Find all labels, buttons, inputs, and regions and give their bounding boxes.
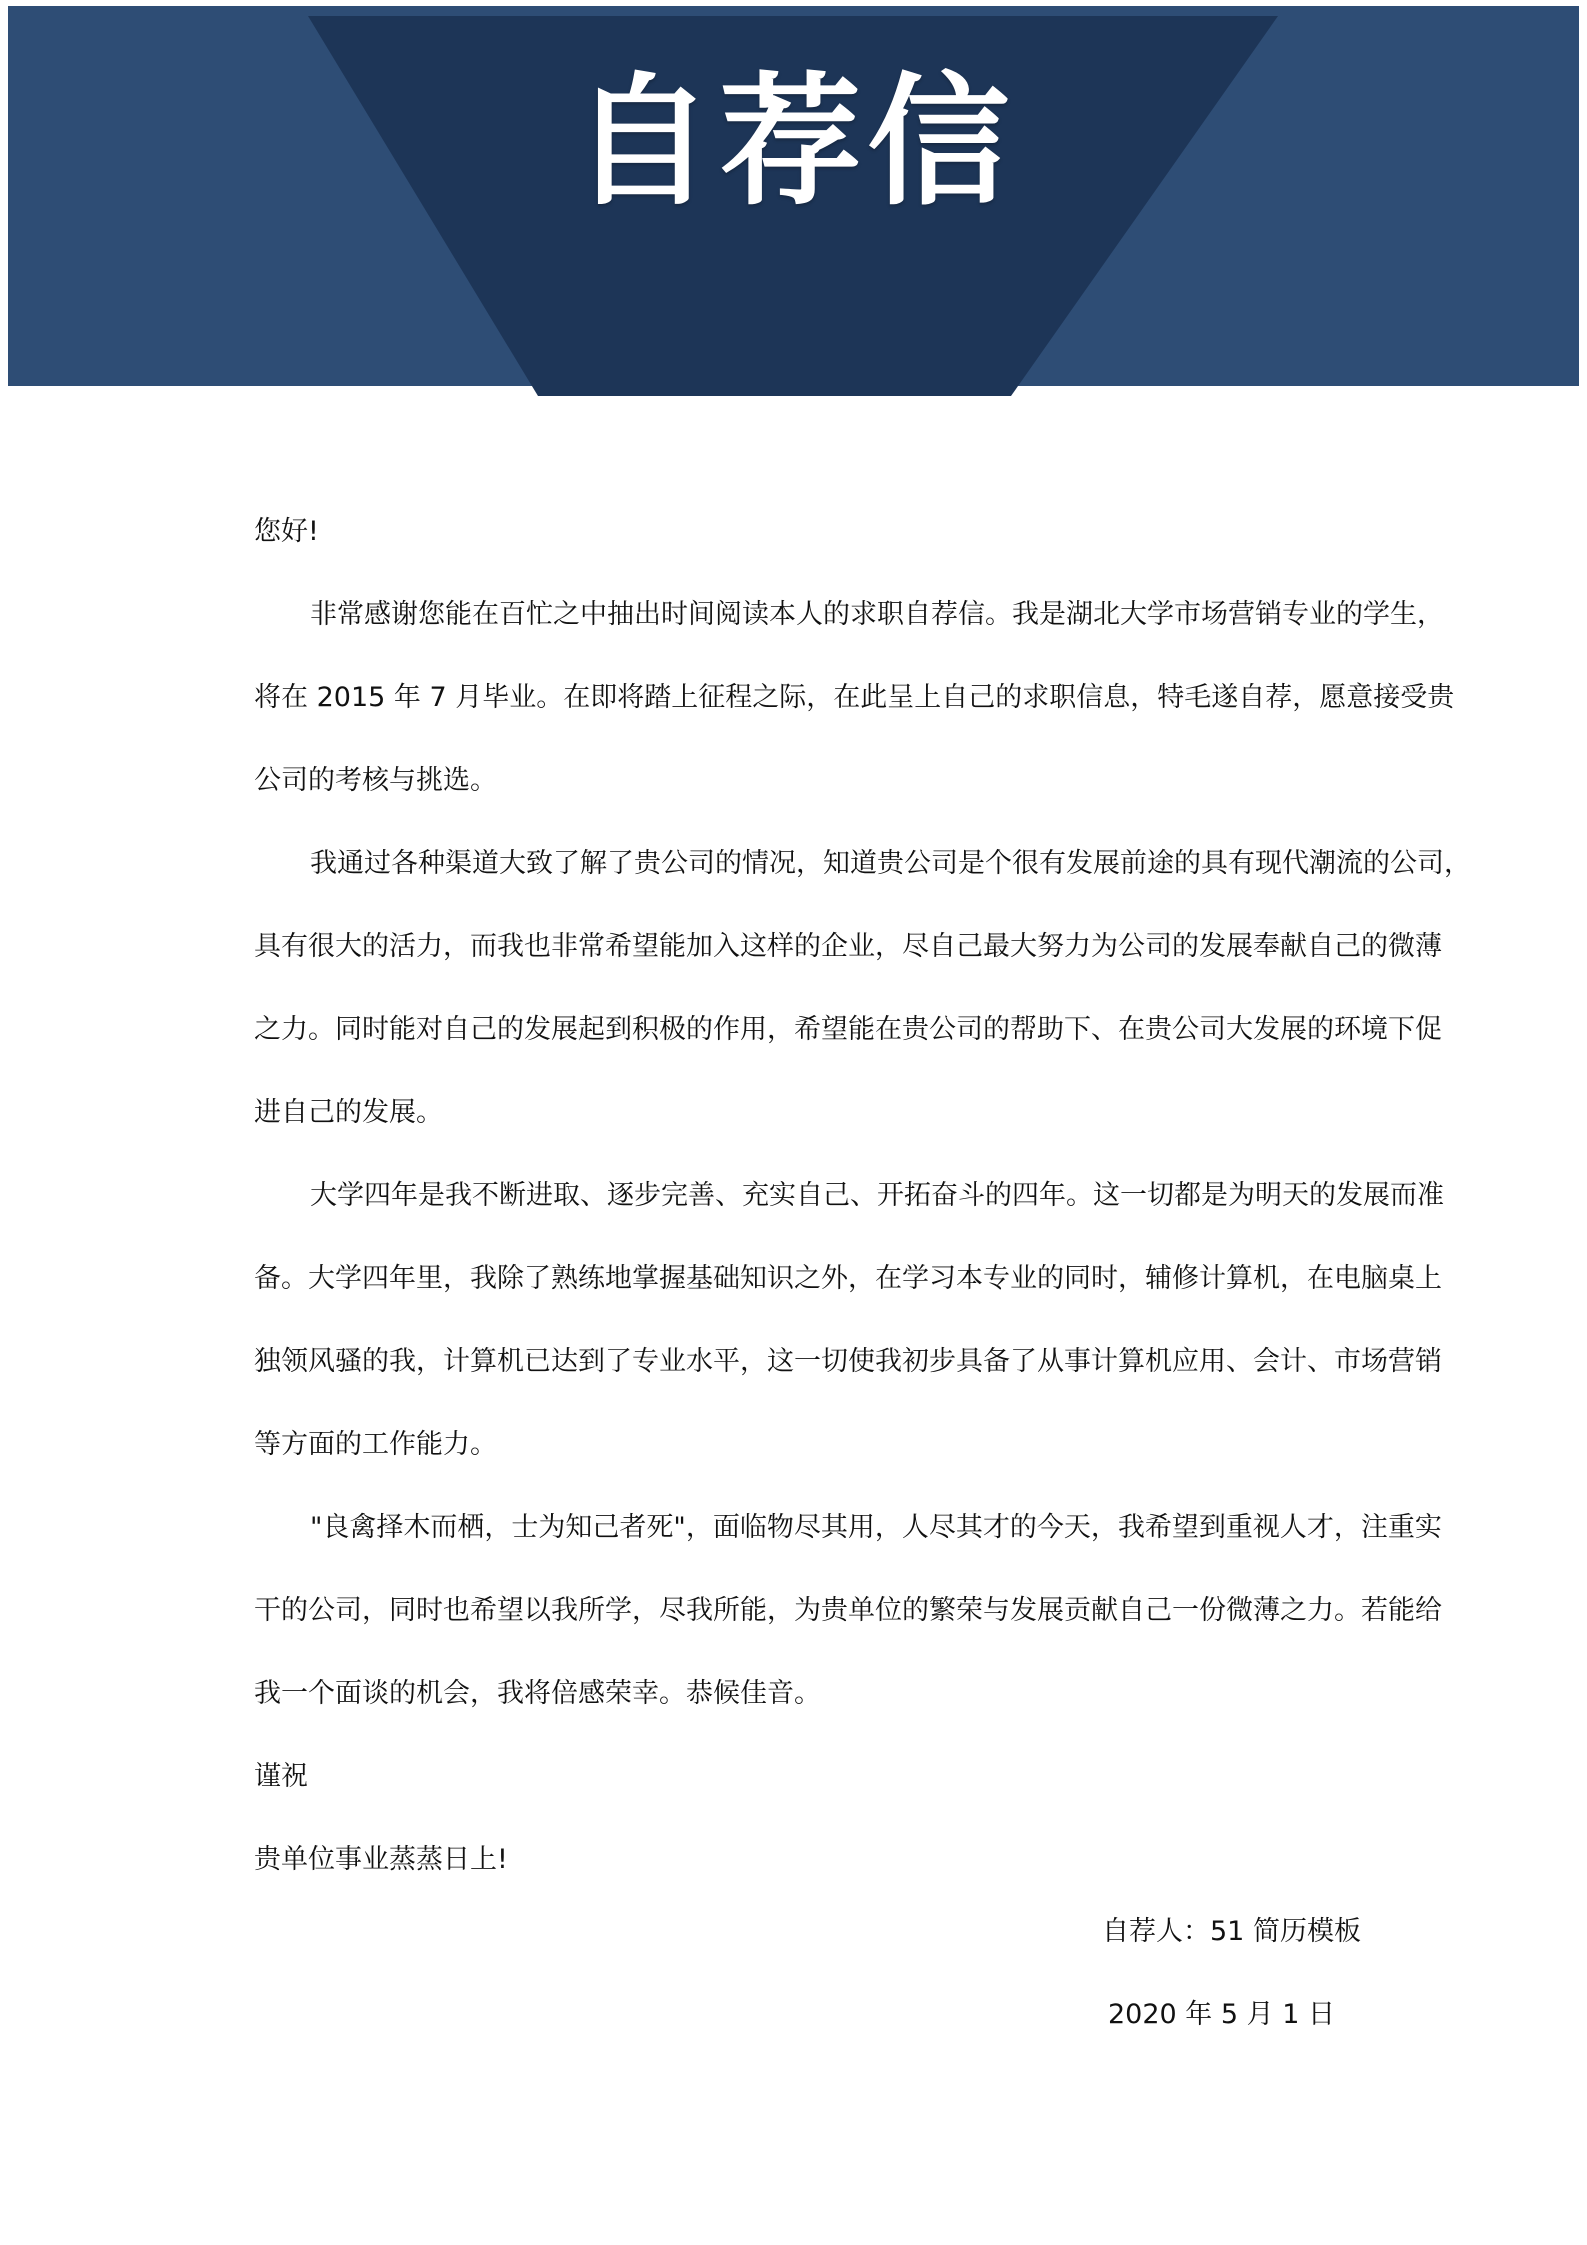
wish: 贵单位事业蒸蒸日上!	[254, 1844, 508, 1875]
paragraph-line: 公司的考核与挑选。	[254, 765, 497, 796]
paragraph-line: 进自己的发展。	[254, 1097, 443, 1128]
salutation: 谨祝	[254, 1761, 308, 1792]
paragraph-line: 我一个面谈的机会，我将倍感荣幸。恭候佳音。	[254, 1678, 821, 1709]
paragraph-line: 等方面的工作能力。	[254, 1429, 497, 1460]
letter-closing	[1102, 1890, 1361, 2056]
signature: 自荐人：51 简历模板	[1102, 1916, 1361, 1947]
paragraph-line: 具有很大的活力，而我也非常希望能加入这样的企业，尽自己最大努力为公司的发展奉献自己的微薄	[254, 931, 1442, 962]
paragraph-line: "良禽择木而栖，士为知己者死"，面临物尽其用，人尽其才的今天，我希望到重视人才，注重实	[310, 1512, 1442, 1543]
paragraph-line: 独领风骚的我，计算机已达到了专业水平，这一切使我初步具备了从事计算机应用、会计、市场营销	[254, 1346, 1442, 1377]
paragraph-line: 将在 2015 年 7 月毕业。在即将踏上征程之际，在此呈上自己的求职信息，特毛遂自荐，愿意接受贵	[254, 682, 1455, 713]
banner-title: 自荐信	[571, 60, 1016, 225]
letter-date: 2020 年 5 月 1 日	[1108, 1999, 1335, 2030]
paragraph-line: 大学四年是我不断进取、逐步完善、充实自己、开拓奋斗的四年。这一切都是为明天的发展而准	[310, 1180, 1444, 1211]
paragraph-line: 备。大学四年里，我除了熟练地掌握基础知识之外，在学习本专业的同时，辅修计算机，在电脑桌上	[254, 1263, 1442, 1294]
letter-body	[254, 490, 1494, 1901]
paragraph-line: 非常感谢您能在百忙之中抽出时间阅读本人的求职自荐信。我是湖北大学市场营销专业的学生，	[310, 599, 1444, 630]
paragraph-line: 干的公司，同时也希望以我所学，尽我所能，为贵单位的繁荣与发展贡献自己一份微薄之力。若能给	[254, 1595, 1442, 1626]
greeting: 您好!	[254, 516, 319, 547]
paragraph-line: 之力。同时能对自己的发展起到积极的作用，希望能在贵公司的帮助下、在贵公司大发展的环境下促	[254, 1014, 1442, 1045]
paragraph-line: 我通过各种渠道大致了解了贵公司的情况，知道贵公司是个很有发展前途的具有现代潮流的公司，	[310, 848, 1471, 879]
